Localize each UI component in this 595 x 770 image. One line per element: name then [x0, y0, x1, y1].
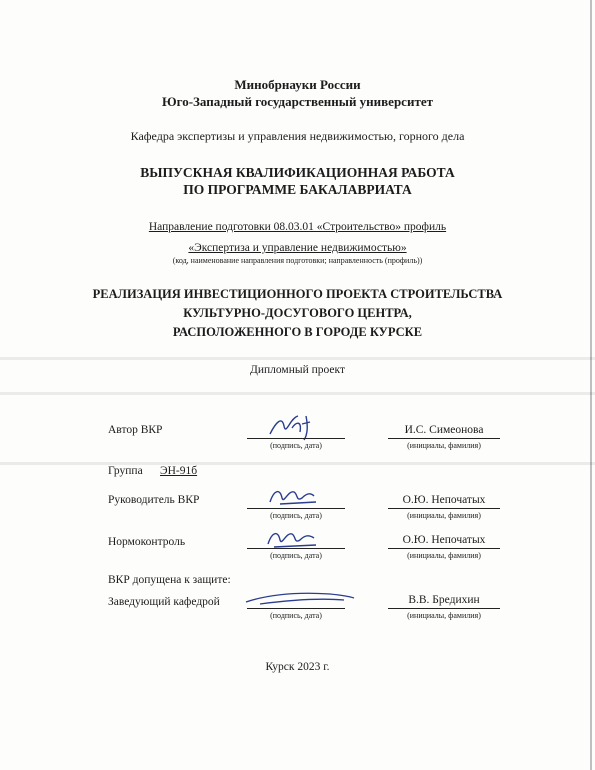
- head-signature-caption: (подпись, дата): [270, 611, 322, 620]
- group-label: Группа: [108, 465, 143, 477]
- project-title-line-2: КУЛЬТУРНО-ДОСУГОВОГО ЦЕНТРА,: [183, 306, 412, 320]
- normcontrol-label: Нормоконтроль: [108, 536, 186, 548]
- author-name-caption: (инициалы, фамилия): [407, 441, 481, 450]
- direction-line-2: «Экспертиза и управление недвижимостью»: [188, 242, 407, 254]
- author-name-line: [388, 438, 500, 439]
- normcontrol-name-line: [388, 548, 500, 549]
- supervisor-name-line: [388, 508, 500, 509]
- normcontrol-signature-caption: (подпись, дата): [270, 551, 322, 560]
- admitted-label: ВКР допущена к защите:: [108, 574, 231, 586]
- project-title-line-1: РЕАЛИЗАЦИЯ ИНВЕСТИЦИОННОГО ПРОЕКТА СТРОИТЕЛЬСТВА: [92, 287, 503, 301]
- author-name: И.С. Симеонова: [404, 424, 484, 436]
- normcontrol-signature-line: [247, 548, 345, 549]
- supervisor-label: Руководитель ВКР: [108, 494, 200, 506]
- supervisor-signature-caption: (подпись, дата): [270, 511, 322, 520]
- scan-line: [0, 392, 595, 395]
- head-name-caption: (инициалы, фамилия): [407, 611, 481, 620]
- head-signature: [240, 586, 360, 610]
- scan-edge-right: [590, 0, 592, 770]
- normcontrol-name: О.Ю. Непочатых: [402, 534, 486, 546]
- normcontrol-name-caption: (инициалы, фамилия): [407, 551, 481, 560]
- project-title-line-3: РАСПОЛОЖЕННОГО В ГОРОДЕ КУРСКЕ: [172, 325, 423, 339]
- direction-line-1: Направление подготовки 08.03.01 «Строительство» профиль: [148, 221, 447, 233]
- supervisor-name: О.Ю. Непочатых: [402, 494, 486, 506]
- work-title-line-1: ВЫПУСКНАЯ КВАЛИФИКАЦИОННАЯ РАБОТА: [140, 165, 455, 180]
- supervisor-name-caption: (инициалы, фамилия): [407, 511, 481, 520]
- work-title-line-2: ПО ПРОГРАММЕ БАКАЛАВРИАТА: [183, 182, 412, 197]
- project-type: Дипломный проект: [250, 364, 345, 376]
- supervisor-signature-line: [247, 508, 345, 509]
- department-name: Кафедра экспертизы и управления недвижимостью, горного дела: [130, 129, 465, 143]
- supervisor-signature: [266, 484, 326, 508]
- scan-line: [0, 357, 595, 360]
- author-label: Автор ВКР: [108, 424, 163, 436]
- ministry-name: Минобрнауки России: [234, 77, 361, 92]
- author-signature-caption: (подпись, дата): [270, 441, 322, 450]
- head-signature-line: [247, 608, 345, 609]
- direction-caption: (код, наименование направления подготовки; направленность (профиль)): [172, 256, 423, 265]
- head-name: В.В. Бредихин: [408, 594, 480, 606]
- head-name-line: [388, 608, 500, 609]
- university-name: Юго-Западный государственный университет: [162, 94, 433, 109]
- scan-line: [0, 462, 595, 465]
- author-signature-line: [247, 438, 345, 439]
- city-year: Курск 2023 г.: [265, 661, 330, 673]
- normcontrol-signature: [264, 526, 326, 550]
- head-label: Заведующий кафедрой: [108, 596, 220, 608]
- group-value: ЭН-91б: [160, 465, 198, 477]
